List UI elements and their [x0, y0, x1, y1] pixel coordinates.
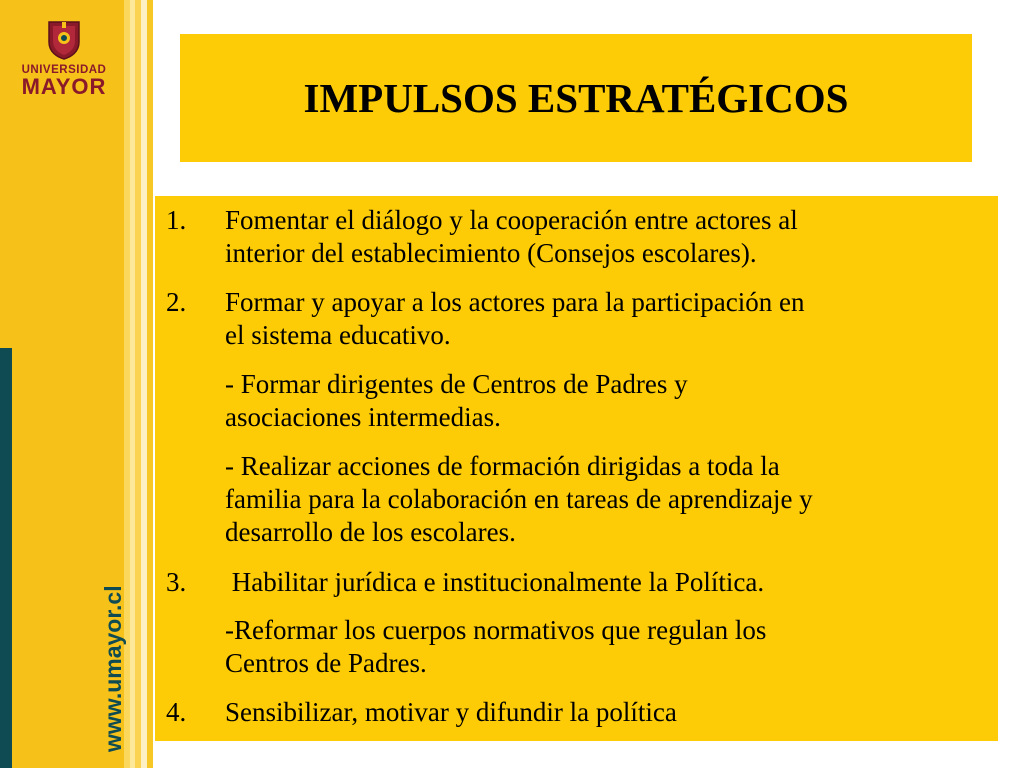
item-number: 3. — [166, 567, 187, 597]
shield-icon — [47, 20, 81, 60]
website-url: www.umayor.cl — [100, 585, 126, 752]
item-text: Habilitar jurídica e institucionalmente la Política. — [225, 567, 765, 597]
item-text: Sensibilizar, motivar y difundir la política — [225, 697, 677, 727]
logo-text-mayor: MAYOR — [21, 74, 107, 99]
item-text: asociaciones intermedias. — [225, 402, 501, 432]
item-text: Fomentar el diálogo y la cooperación entre actores al — [225, 205, 798, 235]
item-text: el sistema educativo. — [225, 320, 451, 350]
item-text: desarrollo de los escolares. — [225, 517, 516, 547]
item-number: 2. — [166, 287, 187, 317]
slide-title: IMPULSOS ESTRATÉGICOS — [303, 75, 849, 121]
item-text: familia para la colaboración en tareas de aprendizaje y — [225, 484, 813, 514]
university-logo — [14, 20, 114, 98]
title-box — [180, 34, 972, 162]
item-text: Formar y apoyar a los actores para la participación en — [225, 287, 805, 317]
item-text: -Reformar los cuerpos normativos que regulan los — [225, 615, 767, 645]
item-text: Centros de Padres. — [225, 648, 427, 678]
item-text: interior del establecimiento (Consejos escolares). — [225, 238, 757, 268]
item-text: - Realizar acciones de formación dirigidas a toda la — [225, 451, 780, 481]
sidebar-teal-bar — [0, 348, 12, 768]
content-box — [155, 196, 998, 741]
item-text: - Formar dirigentes de Centros de Padres y — [225, 369, 688, 399]
item-number: 4. — [166, 697, 187, 727]
item-number: 1. — [166, 205, 187, 235]
sidebar-stripe — [147, 0, 153, 768]
logo-text-universidad: UNIVERSIDAD — [21, 64, 107, 76]
